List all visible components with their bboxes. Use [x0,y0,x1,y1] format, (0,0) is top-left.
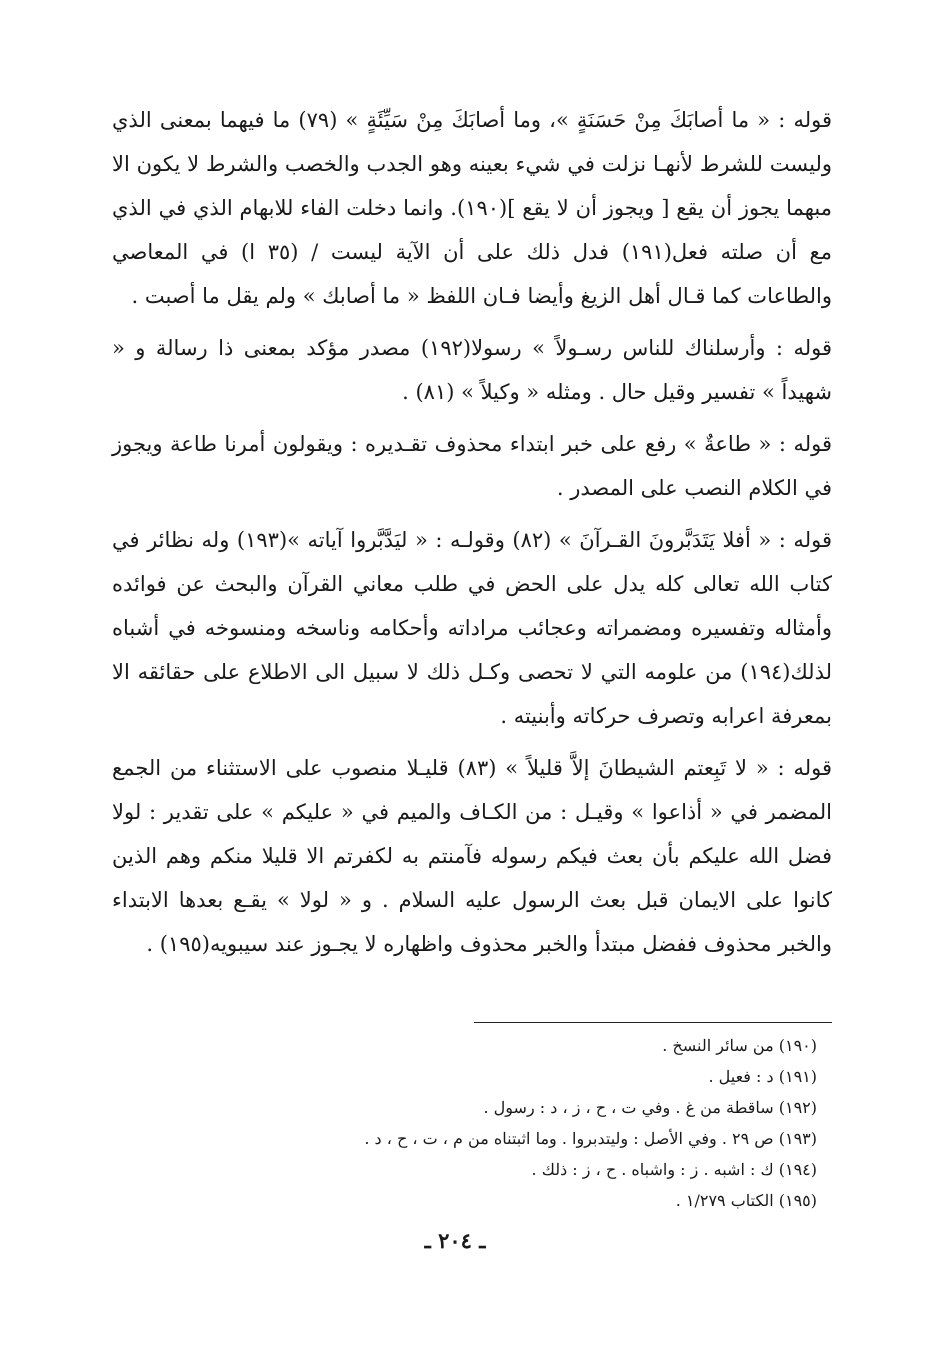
footnote-195: (١٩٥) الكتاب ١/٢٧٩ . [675,1191,817,1210]
paragraph-taa: قوله : « طاعةٌ » رفع على خبر ابتداء محذوف تقـديره : ويقولون أمرنا طاعة ويجوز في الكلام النصب على المصدر . [112,432,832,500]
footnote-194: (١٩٤) ك : اشبه . ز : واشباه . ح ، ز : ذلك . [531,1160,817,1179]
paragraph-verse-83: قوله : « لا تَبِعتم الشيطانَ إلاَّ قليلاً » (٨٣) قليـلا منصوب على الاستثناء من الجمع المضمر في « أذاعوا » وقيـل : من الكـاف والميم في « عليكم » على تقدير : لولا فضل الله عليكم بأن بعث فيكم رسوله فآمنتم به لكفرتم الا قليلا منكم وهم الذين كانوا على الايمان قبل بعث الرسول عليه السلام . و « لولا » يقـع بعدها الابتداء والخبر محذوف ففضل مبتدأ والخبر محذوف واظهاره لا يجـوز عند سيبويه(١٩٥) . [112,756,833,956]
page-number: ـ ٢٠٤ ـ [424,1228,486,1253]
footnote-193: (١٩٣) ص ٢٩ . وفي الأصل : وليتدبروا . وما اثبتناه من م ، ت ، ح ، د . [364,1129,817,1148]
footnote-190: (١٩٠) من سائر النسخ . [662,1036,817,1055]
footnote-192: (١٩٢) ساقطة من غ . وفي ت ، ح ، ز ، د : رسول . [483,1098,817,1117]
paragraph-verse-81: قوله : وأرسلناك للناس رسـولاً » رسولا(١٩٢) مصدر مؤكد بمعنى ذا رسالة و « شهيداً » تفسير وقيل حال . ومثله « وكيلاً » (٨١) . [112,336,832,404]
footnote-191: (١٩١) د : فعيل . [708,1067,817,1086]
footnotes [112,1030,817,1216]
main-text [112,98,832,974]
footnote-divider [474,1022,832,1023]
paragraph-verse-79: قوله : « ما أصابَكَ مِنْ حَسَنَةٍ »، وما أصابَكَ مِنْ سَيِّئَةٍ » (٧٩) ما فيهما بمعنى الذي وليست للشرط لأنهـا نزلت في شيء بعينه وهو الجدب والخصب والشرط لا يكون الا مبهما يجوز أن يقع [ ويجوز أن لا يقع ](١٩٠). وانما دخلت الفاء للابهام الذي في الذي مع أن صلته فعل(١٩١) فدل ذلك على أن الآية ليست / (٣٥ ا) في المعاصي والطاعات كما قـال أهل الزيغ وأيضا فـان اللفظ « ما أصابك » ولم يقل ما أصبت . [112,108,832,308]
paragraph-verse-82: قوله : « أفلا يَتَدَبَّرونَ القـرآنَ » (٨٢) وقولـه : « ليَدَّبَّروا آياته »(١٩٣) وله نظائر في كتاب الله تعالى كله يدل على الحض في طلب معاني القرآن والبحث عن فوائده وأمثاله وتفسيره ومضمراته وعجائب مراداته وأحكامه وناسخه ومنسوخه في أشباه لذلك(١٩٤) من علومه التي لا تحصى وكـل ذلك لا سبيل الى الاطلاع على حقائقه الا بمعرفة اعرابه وتصرف حركاته وأبنيته . [112,528,832,728]
